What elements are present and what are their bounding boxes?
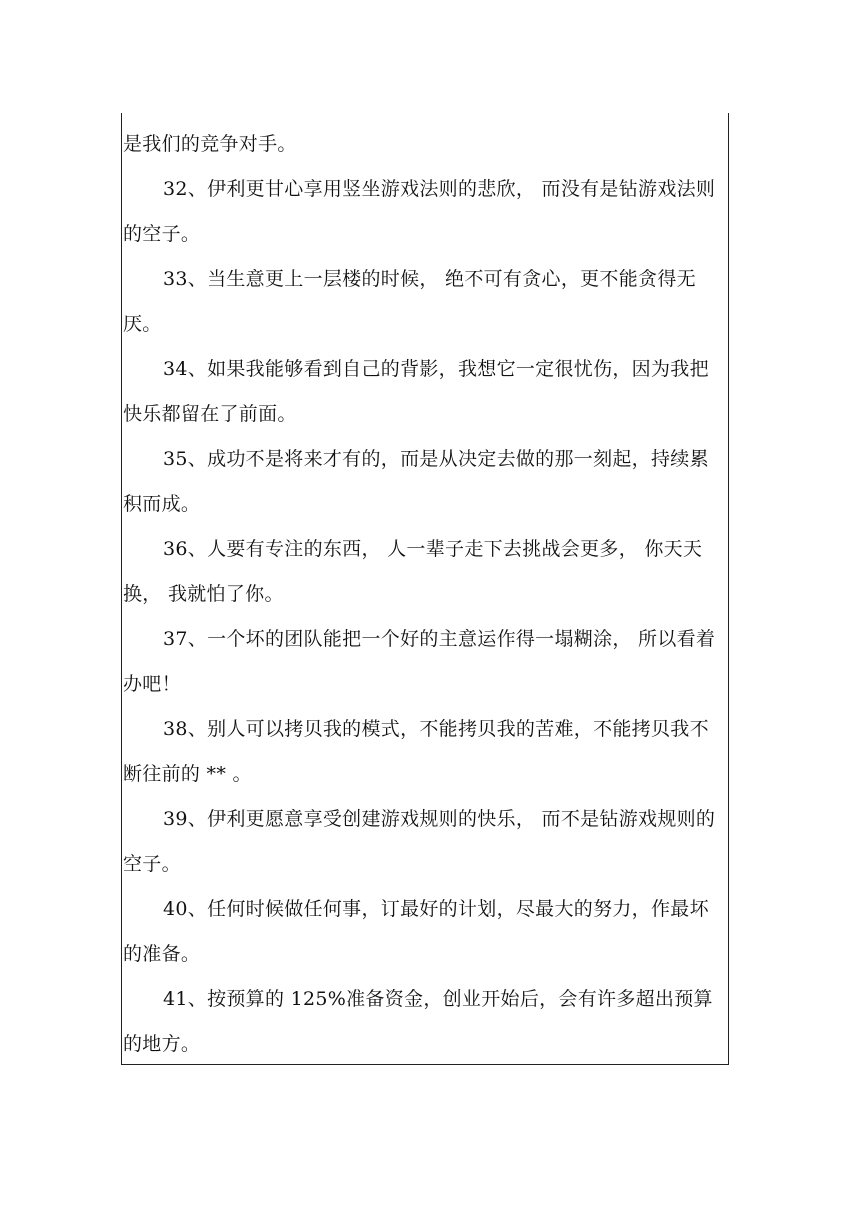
paragraph-34: 34、如果我能够看到自己的背影，我想它一定很忧伤，因为我把快乐都留在了前面。 bbox=[123, 358, 709, 425]
paragraph-41: 41、按预算的 125%准备资金，创业开始后，会有许多超出预算的地方。 bbox=[123, 988, 713, 1055]
paragraph-36: 36、人要有专注的东西， 人一辈子走下去挑战会更多， 你天天换， 我就怕了你。 bbox=[123, 538, 703, 605]
paragraph-38: 38、别人可以拷贝我的模式，不能拷贝我的苦难，不能拷贝我不断往前的 ** 。 bbox=[123, 718, 709, 785]
paragraph-39: 39、伊利更愿意享受创建游戏规则的快乐， 而不是钻游戏规则的 空子。 bbox=[123, 808, 716, 875]
paragraph-33: 33、当生意更上一层楼的时候， 绝不可有贪心，更不能贪得无厌。 bbox=[123, 268, 696, 335]
document-body bbox=[123, 122, 723, 1067]
paragraph-32: 32、伊利更甘心享用竖坐游戏法则的悲欣， 而没有是钻游戏法则 的空子。 bbox=[123, 178, 716, 245]
paragraph-40: 40、任何时候做任何事，订最好的计划，尽最大的努力，作最坏的准备。 bbox=[123, 898, 709, 965]
paragraph-35: 35、成功不是将来才有的，而是从决定去做的那一刻起，持续累积而成。 bbox=[123, 448, 709, 515]
paragraph-37: 37、一个坏的团队能把一个好的主意运作得一塌糊涂， 所以看着 办吧！ bbox=[123, 628, 716, 695]
paragraph-continued: 是我们的竞争对手。 bbox=[123, 133, 297, 155]
